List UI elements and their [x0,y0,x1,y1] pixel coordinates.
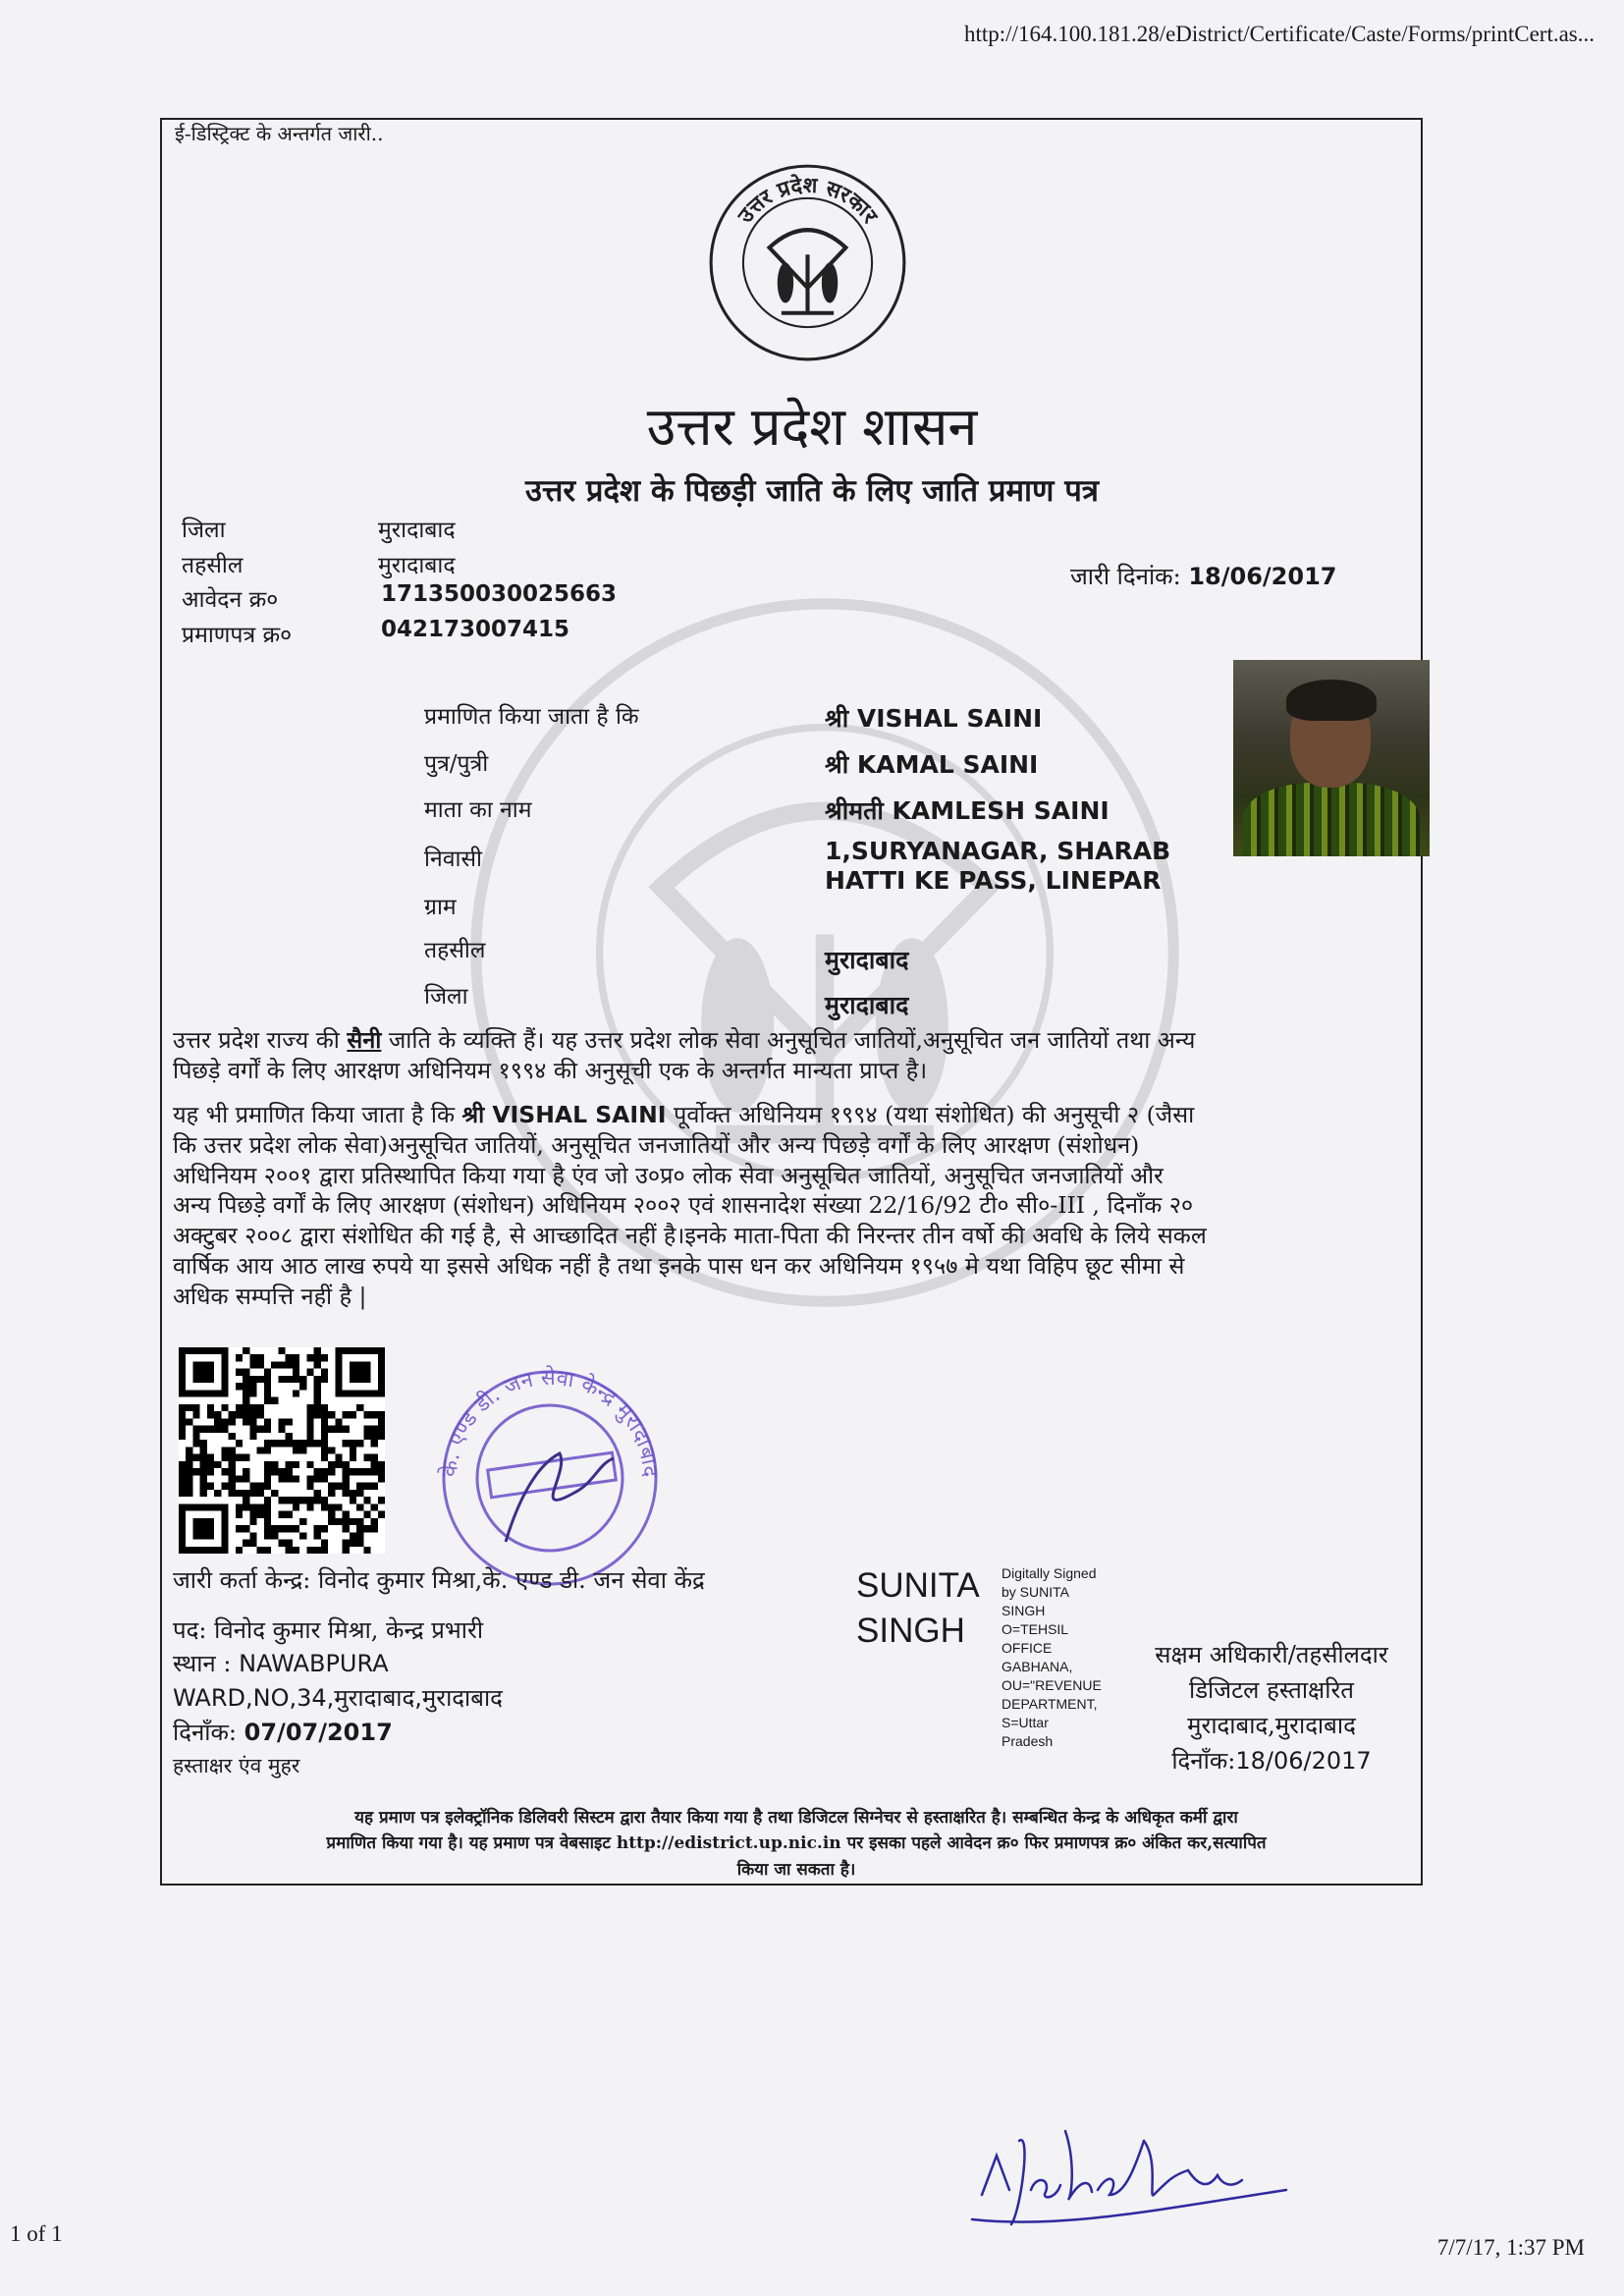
issue-date-value: 18/06/2017 [1188,563,1337,590]
para2-line5: अक्टुबर २००८ द्वारा संशोधित की गई है, से आच्छादित नहीं है।इनके माता-पिता की निरन्तर तीन वर्षो की अवधि के लिये सकल [173,1222,1207,1250]
address-line1: 1,SURYANAGAR, SHARAB [825,837,1171,865]
issuer-sign-label: हस्ताक्षर एंव मुहर [173,1754,300,1777]
authority-title: सक्षम अधिकारी/तहसीलदार [1155,1641,1388,1668]
detail-tehsil-value: मुरादाबाद [825,946,909,974]
digital-signer-name-line2: SINGH [856,1611,965,1650]
digital-signer-name [856,1563,980,1653]
issuer-place-value-line2: WARD,NO,34,मुरादाबाद,मुरादाबाद [173,1683,503,1712]
digsig-line: DEPARTMENT, [1001,1696,1098,1713]
stamp-text: के. एण्ड डी. जन सेवा केन्द्र मुरादाबाद [437,1365,663,1479]
mother-label: माता का नाम [424,797,532,823]
digsig-line: by SUNITA [1001,1584,1069,1601]
digsig-line: OU="REVENUE [1001,1677,1102,1694]
digsig-line: SINGH [1001,1603,1046,1619]
resident-label: निवासी [424,847,482,872]
print-timestamp: 7/7/17, 1:37 PM [1436,2235,1585,2260]
certify-label: प्रमाणित किया जाता है कि [424,704,639,730]
detail-district-value: मुरादाबाद [825,991,909,1019]
certificate-no-value: 042173007415 [381,617,570,642]
issue-date [1070,560,1336,592]
issuer-date [173,1716,393,1750]
issuer-center-label: जारी कर्ता केन्द्र: [173,1566,311,1594]
state-emblem-icon [707,162,908,363]
father-name: श्री KAMAL SAINI [825,750,1039,779]
issuer-center-value: विनोद कुमार मिश्रा,के. एण्ड डी. जन सेवा केंद्र [317,1566,705,1594]
applicant-photo [1233,660,1430,856]
verification-note-line1: यह प्रमाण पत्र इलेक्ट्रॉनिक डिलिवरी सिस्टम द्वारा तैयार किया गया है तथा डिजिटल सिग्नेचर से हस्ताक्षरित है। सम्बन्धित केन्द्र के अधिकृत कर्मी द्वारा [354,1808,1238,1828]
applicant-signature [962,2102,1296,2249]
government-title: उत्तर प्रदेश शासन [646,396,978,458]
tehsil-value: मुरादाबाद [378,553,456,578]
digsig-line: Pradesh [1001,1733,1054,1750]
digsig-line: OFFICE [1001,1640,1053,1657]
issued-under-note: ई-डिस्ट्रिक्ट के अन्तर्गत जारी.. [175,122,384,145]
issuer-place-value: NAWABPURA [239,1650,389,1677]
district-value: मुरादाबाद [378,518,456,543]
issuer-post [173,1613,483,1648]
district-label: जिला [182,518,226,543]
detail-tehsil-label: तहसील [424,938,486,963]
issuer-post-label: पद: [173,1616,207,1644]
para2-line2: कि उत्तर प्रदेश लोक सेवा)अनुसूचित जातियों, अनुसूचित जनजातियों और अन्य पिछड़े वर्गों के लिए आरक्षण (संशोधन) [173,1130,1140,1159]
authority-place: मुरादाबाद,मुरादाबाद [1187,1712,1356,1739]
verification-note-line3: किया जा सकता है। [736,1859,856,1880]
caste-name: सैनी [347,1026,382,1054]
para1-line1: जाति के व्यक्ति हैं। यह उत्तर प्रदेश लोक सेवा अनुसूचित जातियों,अनुसूचित जन जातियों तथा अन्य [381,1026,1196,1054]
para2-line7: अधिक सम्पत्ति नहीं है | [173,1282,367,1310]
address-line2: HATTI KE PASS, LINEPAR [825,866,1162,895]
digsig-line: GABHANA, [1001,1659,1073,1675]
certificate-no-label: प्रमाणपत्र क्र० [182,623,293,648]
issuer-date-label: दिनाँक: [173,1719,238,1746]
para1-line2: पिछड़े वर्गों के लिए आरक्षण अधिनियम १९९४ की अनुसूची एक के अन्तर्गत मान्यता प्राप्त है। [173,1056,928,1084]
authority-date [1114,1743,1429,1778]
detail-district-label: जिला [424,984,468,1010]
print-url: http://164.100.181.28/eDistrict/Certificate/Caste/Forms/printCert.as... [964,22,1595,46]
para2-name: श्री VISHAL SAINI [461,1101,667,1128]
application-no-value: 171350030025663 [381,581,618,607]
certificate-title: उत्तर प्रदेश के पिछड़ी जाति के लिए जाति प्रमाण पत्र [525,473,1099,509]
para2-line1: पूर्वोक्त अधिनियम १९९४ (यथा संशोधित) की अनुसूची २ (जैसा [666,1101,1195,1128]
para2-line4: अन्य पिछड़े वर्गों के लिए आरक्षण (संशोधन) अधिनियम २००२ एवं शासनादेश संख्या 22/16/92 टी० सी०-III , दिनाँक २० [173,1191,1194,1220]
digsig-line: S=Uttar [1001,1715,1049,1731]
verification-note-line2: प्रमाणित किया गया है। यह प्रमाण पत्र वेबसाइट http://edistrict.up.nic.in पर इसका पहले आवेदन क्र० फिर प्रमाणपत्र क्र० अंकित कर,सत्यापित [326,1833,1267,1854]
para2-prefix: यह भी प्रमाणित किया जाता है कि [173,1101,462,1128]
emblem-text: उत्तर प्रदेश सरकार [732,173,883,229]
caste-paragraph [173,1025,1420,1086]
authority-date-value: 18/06/2017 [1235,1747,1372,1775]
issuer-post-value: विनोद कुमार मिश्रा, केन्द्र प्रभारी [214,1616,484,1644]
digsig-line: Digitally Signed [1001,1565,1097,1581]
issuer-place-label: स्थान : [173,1650,232,1677]
village-label: ग्राम [424,895,457,920]
digsig-line: O=TEHSIL [1001,1621,1069,1638]
issuer-center [173,1563,705,1598]
issuer-place [173,1647,503,1716]
issue-date-label: जारी दिनांक: [1070,563,1181,590]
para1-prefix: उत्तर प्रदेश राज्य की [173,1026,348,1054]
authority-date-label: दिनाँक: [1171,1747,1236,1775]
para2-line3: अधिनियम २००१ द्वारा प्रतिस्थापित किया गया है एंव जो उ०प्र० लोक सेवा अनुसूचित जातियों, अनुसूचित जनजातियों और [173,1161,1164,1189]
tehsil-label: तहसील [182,553,244,578]
applicant-name: श्री VISHAL SAINI [825,704,1043,733]
application-no-label: आवेदन क्र० [182,587,279,613]
qr-code [179,1347,385,1554]
page-number: 1 of 1 [10,2221,63,2246]
center-stamp [412,1345,687,1591]
creamy-layer-paragraph [173,1100,1420,1311]
digital-signer-name-line1: SUNITA [856,1566,980,1605]
child-of-label: पुत्र/पुत्री [424,751,489,777]
authority-signed: डिजिटल हस्ताक्षरित [1189,1676,1354,1704]
competent-authority [1114,1637,1429,1778]
verification-note [173,1805,1420,1883]
para2-line6: वार्षिक आय आठ लाख रुपये या इससे अधिक नहीं है तथा इनके पास धन कर अधिनियम १९५७ मे यथा विहिप छूट सीमा से [173,1251,1185,1280]
digital-signature-details [1001,1564,1102,1751]
mother-name: श्रीमती KAMLESH SAINI [825,796,1110,825]
issuer-date-value: 07/07/2017 [244,1719,393,1746]
